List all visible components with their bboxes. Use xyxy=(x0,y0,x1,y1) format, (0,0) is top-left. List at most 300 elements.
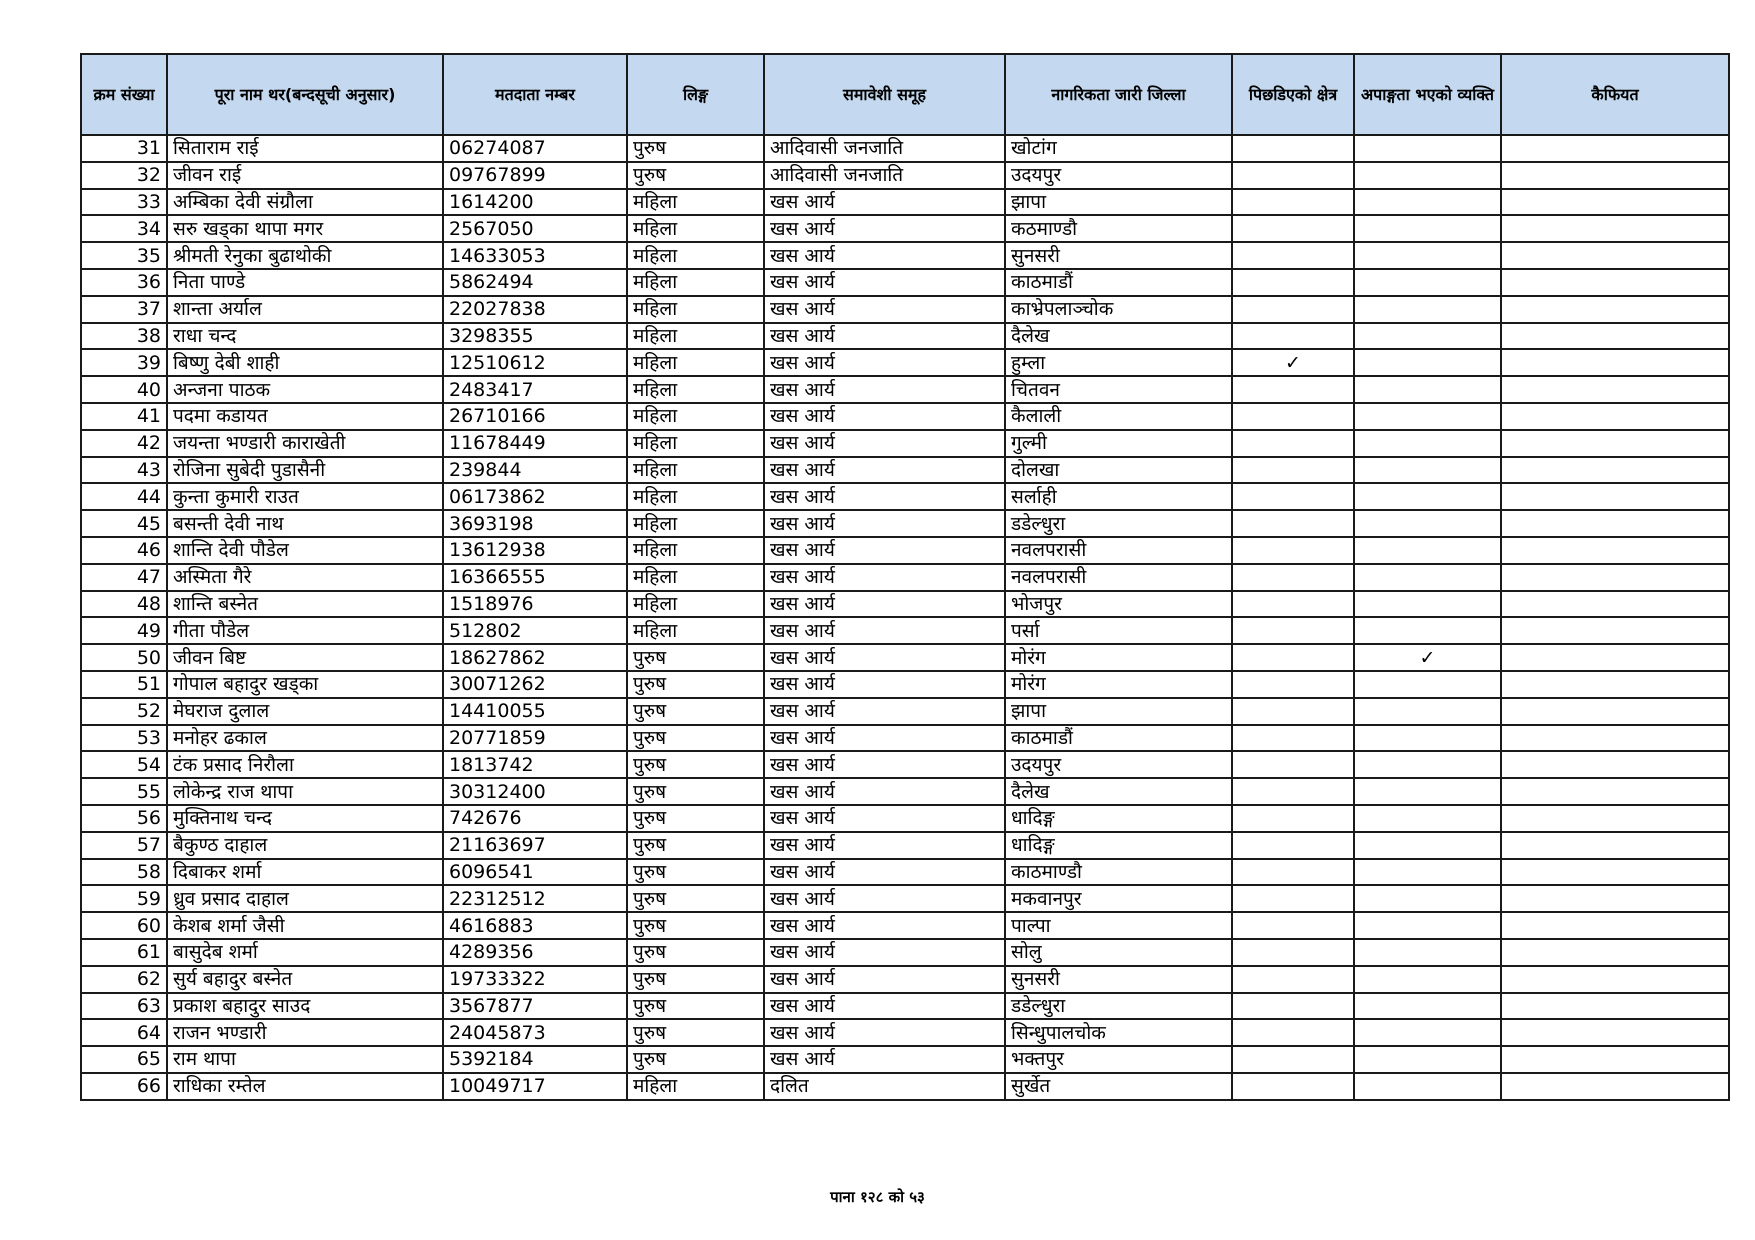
table-body xyxy=(81,135,1729,1100)
name-cell: जीवन बिष्ट xyxy=(167,644,443,671)
serial-number-cell: 38 xyxy=(81,323,167,350)
gender-cell: महिला xyxy=(627,510,764,537)
district-cell: काठमाण्डौ xyxy=(1005,859,1232,886)
table-row xyxy=(81,591,1729,618)
page-footer: पाना १२८ को ५३ xyxy=(830,1188,925,1206)
backward-region-cell xyxy=(1232,403,1354,430)
gender-cell: पुरुष xyxy=(627,1046,764,1073)
table-row xyxy=(81,966,1729,993)
disabled-person-cell xyxy=(1354,564,1501,591)
voter-number-cell: 4289356 xyxy=(443,939,627,966)
remarks-cell xyxy=(1501,457,1729,484)
gender-cell: पुरुष xyxy=(627,912,764,939)
inclusive-group-cell: खस आर्य xyxy=(764,457,1005,484)
voter-number-cell: 30071262 xyxy=(443,671,627,698)
table-row xyxy=(81,215,1729,242)
district-cell: मकवानपुर xyxy=(1005,885,1232,912)
district-cell: सुनसरी xyxy=(1005,242,1232,269)
disabled-person-cell xyxy=(1354,591,1501,618)
table-row xyxy=(81,189,1729,216)
inclusive-group-cell: खस आर्य xyxy=(764,671,1005,698)
gender-cell: महिला xyxy=(627,537,764,564)
backward-region-cell xyxy=(1232,725,1354,752)
disabled-person-cell xyxy=(1354,698,1501,725)
gender-cell: पुरुष xyxy=(627,751,764,778)
voter-number-cell: 30312400 xyxy=(443,778,627,805)
remarks-cell xyxy=(1501,269,1729,296)
table-row xyxy=(81,376,1729,403)
remarks-cell xyxy=(1501,189,1729,216)
voter-number-cell: 1813742 xyxy=(443,751,627,778)
gender-cell: महिला xyxy=(627,591,764,618)
name-cell: सुर्य बहादुर बस्नेत xyxy=(167,966,443,993)
table-row xyxy=(81,644,1729,671)
backward-region-cell xyxy=(1232,269,1354,296)
disabled-person-cell xyxy=(1354,1073,1501,1100)
district-cell: नवलपरासी xyxy=(1005,564,1232,591)
serial-number-cell: 44 xyxy=(81,483,167,510)
backward-region-cell xyxy=(1232,215,1354,242)
table-row xyxy=(81,993,1729,1020)
district-cell: दैलेख xyxy=(1005,778,1232,805)
table-row xyxy=(81,349,1729,376)
name-cell: ध्रुव प्रसाद दाहाल xyxy=(167,885,443,912)
district-cell: डडेल्धुरा xyxy=(1005,993,1232,1020)
gender-cell: महिला xyxy=(627,215,764,242)
gender-cell: पुरुष xyxy=(627,644,764,671)
district-cell: दैलेख xyxy=(1005,323,1232,350)
inclusive-group-cell: खस आर्य xyxy=(764,885,1005,912)
inclusive-group-cell: खस आर्य xyxy=(764,591,1005,618)
serial-number-cell: 40 xyxy=(81,376,167,403)
serial-number-cell: 61 xyxy=(81,939,167,966)
serial-number-cell: 45 xyxy=(81,510,167,537)
inclusive-group-cell: खस आर्य xyxy=(764,483,1005,510)
gender-cell: पुरुष xyxy=(627,993,764,1020)
district-cell: चितवन xyxy=(1005,376,1232,403)
remarks-cell xyxy=(1501,430,1729,457)
table-row xyxy=(81,537,1729,564)
disabled-person-cell xyxy=(1354,349,1501,376)
backward-region-cell xyxy=(1232,296,1354,323)
gender-cell: पुरुष xyxy=(627,135,764,162)
voter-number-cell: 742676 xyxy=(443,805,627,832)
table-row xyxy=(81,457,1729,484)
backward-region-cell xyxy=(1232,832,1354,859)
header-backward-region: पिछडिएको क्षेत्र xyxy=(1232,54,1354,135)
name-cell: गोपाल बहादुर खड्का xyxy=(167,671,443,698)
name-cell: राधिका रम्तेल xyxy=(167,1073,443,1100)
disabled-person-cell xyxy=(1354,859,1501,886)
inclusive-group-cell: खस आर्य xyxy=(764,564,1005,591)
backward-region-cell xyxy=(1232,564,1354,591)
gender-cell: पुरुष xyxy=(627,859,764,886)
inclusive-group-cell: खस आर्य xyxy=(764,617,1005,644)
header-voter-number: मतदाता नम्बर xyxy=(443,54,627,135)
header-serial-number: क्रम संख्या xyxy=(81,54,167,135)
name-cell: जीवन राई xyxy=(167,162,443,189)
voter-number-cell: 06173862 xyxy=(443,483,627,510)
remarks-cell xyxy=(1501,296,1729,323)
table-row xyxy=(81,805,1729,832)
inclusive-group-cell: आदिवासी जनजाति xyxy=(764,162,1005,189)
table-row xyxy=(81,269,1729,296)
table-row xyxy=(81,1073,1729,1100)
disabled-person-cell xyxy=(1354,1019,1501,1046)
serial-number-cell: 39 xyxy=(81,349,167,376)
gender-cell: पुरुष xyxy=(627,162,764,189)
table-row xyxy=(81,832,1729,859)
remarks-cell xyxy=(1501,537,1729,564)
disabled-person-cell xyxy=(1354,430,1501,457)
inclusive-group-cell: खस आर्य xyxy=(764,725,1005,752)
district-cell: दोलखा xyxy=(1005,457,1232,484)
gender-cell: महिला xyxy=(627,323,764,350)
remarks-cell xyxy=(1501,242,1729,269)
district-cell: गुल्मी xyxy=(1005,430,1232,457)
name-cell: मनोहर ढकाल xyxy=(167,725,443,752)
serial-number-cell: 41 xyxy=(81,403,167,430)
district-cell: कैलाली xyxy=(1005,403,1232,430)
gender-cell: पुरुष xyxy=(627,778,764,805)
disabled-person-cell: ✓ xyxy=(1354,644,1501,671)
district-cell: सुर्खेत xyxy=(1005,1073,1232,1100)
disabled-person-cell xyxy=(1354,510,1501,537)
inclusive-group-cell: खस आर्य xyxy=(764,242,1005,269)
district-cell: सर्लाही xyxy=(1005,483,1232,510)
table-row xyxy=(81,778,1729,805)
backward-region-cell xyxy=(1232,162,1354,189)
name-cell: शान्ता अर्याल xyxy=(167,296,443,323)
backward-region-cell: ✓ xyxy=(1232,349,1354,376)
name-cell: प्रकाश बहादुर साउद xyxy=(167,993,443,1020)
inclusive-group-cell: खस आर्य xyxy=(764,993,1005,1020)
table-row xyxy=(81,751,1729,778)
name-cell: अस्मिता गैरे xyxy=(167,564,443,591)
remarks-cell xyxy=(1501,564,1729,591)
voter-number-cell: 1518976 xyxy=(443,591,627,618)
disabled-person-cell xyxy=(1354,323,1501,350)
serial-number-cell: 46 xyxy=(81,537,167,564)
voter-number-cell: 6096541 xyxy=(443,859,627,886)
disabled-person-cell xyxy=(1354,751,1501,778)
serial-number-cell: 34 xyxy=(81,215,167,242)
remarks-cell xyxy=(1501,832,1729,859)
inclusive-group-cell: खस आर्य xyxy=(764,778,1005,805)
backward-region-cell xyxy=(1232,189,1354,216)
backward-region-cell xyxy=(1232,591,1354,618)
name-cell: सिताराम राई xyxy=(167,135,443,162)
voter-number-cell: 12510612 xyxy=(443,349,627,376)
name-cell: टंक प्रसाद निरौला xyxy=(167,751,443,778)
backward-region-cell xyxy=(1232,617,1354,644)
table-row xyxy=(81,671,1729,698)
voter-number-cell: 5862494 xyxy=(443,269,627,296)
name-cell: बिष्णु देबी शाही xyxy=(167,349,443,376)
remarks-cell xyxy=(1501,885,1729,912)
inclusive-group-cell: खस आर्य xyxy=(764,859,1005,886)
name-cell: शान्ति बस्नेत xyxy=(167,591,443,618)
serial-number-cell: 42 xyxy=(81,430,167,457)
remarks-cell xyxy=(1501,993,1729,1020)
district-cell: सोलु xyxy=(1005,939,1232,966)
voter-number-cell: 5392184 xyxy=(443,1046,627,1073)
table-row xyxy=(81,483,1729,510)
voter-number-cell: 21163697 xyxy=(443,832,627,859)
voter-number-cell: 09767899 xyxy=(443,162,627,189)
disabled-person-cell xyxy=(1354,725,1501,752)
table-row xyxy=(81,1019,1729,1046)
table-row xyxy=(81,617,1729,644)
gender-cell: महिला xyxy=(627,349,764,376)
voter-number-cell: 06274087 xyxy=(443,135,627,162)
remarks-cell xyxy=(1501,912,1729,939)
name-cell: बसन्ती देवी नाथ xyxy=(167,510,443,537)
serial-number-cell: 32 xyxy=(81,162,167,189)
district-cell: पाल्पा xyxy=(1005,912,1232,939)
gender-cell: महिला xyxy=(627,403,764,430)
disabled-person-cell xyxy=(1354,537,1501,564)
district-cell: सुनसरी xyxy=(1005,966,1232,993)
voter-number-cell: 3567877 xyxy=(443,993,627,1020)
serial-number-cell: 37 xyxy=(81,296,167,323)
name-cell: दिबाकर शर्मा xyxy=(167,859,443,886)
remarks-cell xyxy=(1501,135,1729,162)
backward-region-cell xyxy=(1232,751,1354,778)
backward-region-cell xyxy=(1232,966,1354,993)
remarks-cell xyxy=(1501,591,1729,618)
disabled-person-cell xyxy=(1354,296,1501,323)
district-cell: कठमाण्डौ xyxy=(1005,215,1232,242)
backward-region-cell xyxy=(1232,323,1354,350)
name-cell: गीता पौडेल xyxy=(167,617,443,644)
gender-cell: पुरुष xyxy=(627,725,764,752)
inclusive-group-cell: खस आर्य xyxy=(764,751,1005,778)
inclusive-group-cell: खस आर्य xyxy=(764,698,1005,725)
table-row xyxy=(81,564,1729,591)
voter-number-cell: 14410055 xyxy=(443,698,627,725)
table-row xyxy=(81,859,1729,886)
disabled-person-cell xyxy=(1354,135,1501,162)
table-row xyxy=(81,939,1729,966)
district-cell: हुम्ला xyxy=(1005,349,1232,376)
inclusive-group-cell: खस आर्य xyxy=(764,912,1005,939)
table-row xyxy=(81,912,1729,939)
serial-number-cell: 59 xyxy=(81,885,167,912)
remarks-cell xyxy=(1501,617,1729,644)
serial-number-cell: 48 xyxy=(81,591,167,618)
backward-region-cell xyxy=(1232,993,1354,1020)
district-cell: काभ्रेपलाञ्चोक xyxy=(1005,296,1232,323)
gender-cell: पुरुष xyxy=(627,805,764,832)
gender-cell: महिला xyxy=(627,242,764,269)
inclusive-group-cell: दलित xyxy=(764,1073,1005,1100)
remarks-cell xyxy=(1501,215,1729,242)
disabled-person-cell xyxy=(1354,939,1501,966)
district-cell: खोटांग xyxy=(1005,135,1232,162)
inclusive-group-cell: खस आर्य xyxy=(764,644,1005,671)
remarks-cell xyxy=(1501,805,1729,832)
header-inclusive-group: समावेशी समूह xyxy=(764,54,1005,135)
disabled-person-cell xyxy=(1354,189,1501,216)
backward-region-cell xyxy=(1232,698,1354,725)
table-row xyxy=(81,430,1729,457)
name-cell: मेघराज दुलाल xyxy=(167,698,443,725)
remarks-cell xyxy=(1501,349,1729,376)
district-cell: मोरंग xyxy=(1005,671,1232,698)
name-cell: श्रीमती रेनुका बुढाथोकी xyxy=(167,242,443,269)
name-cell: कुन्ता कुमारी राउत xyxy=(167,483,443,510)
remarks-cell xyxy=(1501,671,1729,698)
table-row xyxy=(81,885,1729,912)
inclusive-group-cell: खस आर्य xyxy=(764,323,1005,350)
voter-number-cell: 16366555 xyxy=(443,564,627,591)
serial-number-cell: 49 xyxy=(81,617,167,644)
table-row xyxy=(81,1046,1729,1073)
disabled-person-cell xyxy=(1354,805,1501,832)
gender-cell: महिला xyxy=(627,296,764,323)
district-cell: धादिङ्ग xyxy=(1005,832,1232,859)
disabled-person-cell xyxy=(1354,778,1501,805)
serial-number-cell: 33 xyxy=(81,189,167,216)
voter-number-cell: 11678449 xyxy=(443,430,627,457)
backward-region-cell xyxy=(1232,805,1354,832)
gender-cell: पुरुष xyxy=(627,671,764,698)
voter-number-cell: 4616883 xyxy=(443,912,627,939)
gender-cell: पुरुष xyxy=(627,1019,764,1046)
remarks-cell xyxy=(1501,483,1729,510)
name-cell: पदमा कडायत xyxy=(167,403,443,430)
backward-region-cell xyxy=(1232,510,1354,537)
serial-number-cell: 66 xyxy=(81,1073,167,1100)
district-cell: काठमाडौं xyxy=(1005,269,1232,296)
remarks-cell xyxy=(1501,966,1729,993)
district-cell: झापा xyxy=(1005,189,1232,216)
serial-number-cell: 54 xyxy=(81,751,167,778)
gender-cell: पुरुष xyxy=(627,832,764,859)
inclusive-group-cell: खस आर्य xyxy=(764,832,1005,859)
table-row xyxy=(81,135,1729,162)
gender-cell: पुरुष xyxy=(627,939,764,966)
header-full-name: पूरा नाम थर(बन्दसूची अनुसार) xyxy=(167,54,443,135)
inclusive-group-cell: खस आर्य xyxy=(764,269,1005,296)
remarks-cell xyxy=(1501,162,1729,189)
gender-cell: महिला xyxy=(627,564,764,591)
table-row xyxy=(81,296,1729,323)
backward-region-cell xyxy=(1232,939,1354,966)
remarks-cell xyxy=(1501,1073,1729,1100)
inclusive-group-cell: खस आर्य xyxy=(764,189,1005,216)
table-row xyxy=(81,162,1729,189)
disabled-person-cell xyxy=(1354,376,1501,403)
backward-region-cell xyxy=(1232,135,1354,162)
district-cell: उदयपुर xyxy=(1005,751,1232,778)
remarks-cell xyxy=(1501,1019,1729,1046)
gender-cell: महिला xyxy=(627,430,764,457)
header-row xyxy=(81,54,1729,135)
disabled-person-cell xyxy=(1354,162,1501,189)
table-row xyxy=(81,323,1729,350)
name-cell: अन्जना पाठक xyxy=(167,376,443,403)
gender-cell: महिला xyxy=(627,269,764,296)
serial-number-cell: 43 xyxy=(81,457,167,484)
serial-number-cell: 51 xyxy=(81,671,167,698)
backward-region-cell xyxy=(1232,671,1354,698)
remarks-cell xyxy=(1501,725,1729,752)
name-cell: अम्बिका देवी संग्रौला xyxy=(167,189,443,216)
voter-list-table xyxy=(80,53,1730,1101)
gender-cell: महिला xyxy=(627,189,764,216)
voter-number-cell: 3298355 xyxy=(443,323,627,350)
gender-cell: महिला xyxy=(627,457,764,484)
name-cell: सरु खड्का थापा मगर xyxy=(167,215,443,242)
serial-number-cell: 50 xyxy=(81,644,167,671)
disabled-person-cell xyxy=(1354,832,1501,859)
backward-region-cell xyxy=(1232,537,1354,564)
backward-region-cell xyxy=(1232,885,1354,912)
disabled-person-cell xyxy=(1354,885,1501,912)
voter-number-cell: 19733322 xyxy=(443,966,627,993)
backward-region-cell xyxy=(1232,483,1354,510)
disabled-person-cell xyxy=(1354,215,1501,242)
inclusive-group-cell: आदिवासी जनजाति xyxy=(764,135,1005,162)
serial-number-cell: 64 xyxy=(81,1019,167,1046)
name-cell: जयन्ता भण्डारी काराखेती xyxy=(167,430,443,457)
serial-number-cell: 55 xyxy=(81,778,167,805)
voter-number-cell: 13612938 xyxy=(443,537,627,564)
name-cell: शान्ति देवी पौडेल xyxy=(167,537,443,564)
name-cell: निता पाण्डे xyxy=(167,269,443,296)
remarks-cell xyxy=(1501,644,1729,671)
disabled-person-cell xyxy=(1354,966,1501,993)
remarks-cell xyxy=(1501,939,1729,966)
disabled-person-cell xyxy=(1354,671,1501,698)
voter-number-cell: 22027838 xyxy=(443,296,627,323)
district-cell: मोरंग xyxy=(1005,644,1232,671)
remarks-cell xyxy=(1501,778,1729,805)
name-cell: रोजिना सुबेदी पुडासैनी xyxy=(167,457,443,484)
remarks-cell xyxy=(1501,403,1729,430)
voter-number-cell: 2567050 xyxy=(443,215,627,242)
disabled-person-cell xyxy=(1354,912,1501,939)
name-cell: केशब शर्मा जैसी xyxy=(167,912,443,939)
name-cell: लोकेन्द्र राज थापा xyxy=(167,778,443,805)
district-cell: भोजपुर xyxy=(1005,591,1232,618)
name-cell: राजन भण्डारी xyxy=(167,1019,443,1046)
name-cell: बैकुण्ठ दाहाल xyxy=(167,832,443,859)
disabled-person-cell xyxy=(1354,483,1501,510)
remarks-cell xyxy=(1501,323,1729,350)
inclusive-group-cell: खस आर्य xyxy=(764,376,1005,403)
serial-number-cell: 62 xyxy=(81,966,167,993)
table-row xyxy=(81,725,1729,752)
inclusive-group-cell: खस आर्य xyxy=(764,403,1005,430)
serial-number-cell: 65 xyxy=(81,1046,167,1073)
serial-number-cell: 56 xyxy=(81,805,167,832)
backward-region-cell xyxy=(1232,912,1354,939)
gender-cell: पुरुष xyxy=(627,885,764,912)
table-header xyxy=(81,54,1729,135)
voter-number-cell: 26710166 xyxy=(443,403,627,430)
disabled-person-cell xyxy=(1354,1046,1501,1073)
serial-number-cell: 60 xyxy=(81,912,167,939)
voter-number-cell: 14633053 xyxy=(443,242,627,269)
name-cell: बासुदेब शर्मा xyxy=(167,939,443,966)
remarks-cell xyxy=(1501,751,1729,778)
inclusive-group-cell: खस आर्य xyxy=(764,215,1005,242)
inclusive-group-cell: खस आर्य xyxy=(764,939,1005,966)
voter-number-cell: 24045873 xyxy=(443,1019,627,1046)
